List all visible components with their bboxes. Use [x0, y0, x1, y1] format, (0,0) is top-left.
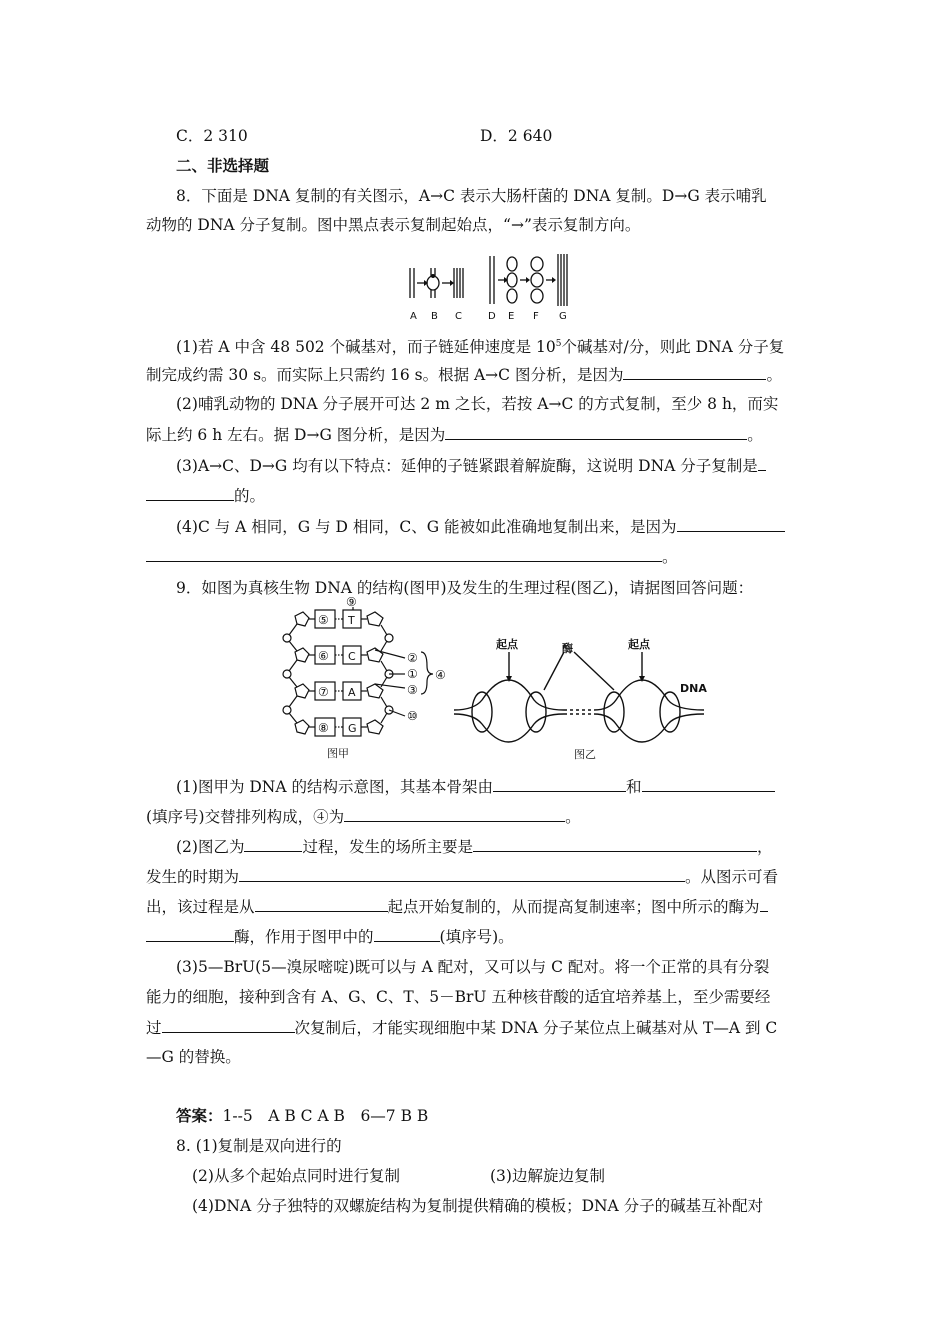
- fig-label: C: [455, 311, 462, 322]
- pointer-line: [375, 650, 405, 658]
- answer-blank[interactable]: [760, 896, 768, 912]
- answer-blank[interactable]: [623, 364, 766, 380]
- q8-p3-text: (3)A→C、D→G 均有以下特点：延伸的子链紧跟着解旋酶，这说明 DNA 分子复制是: [176, 457, 758, 475]
- q9-p2-text-b: 过程，发生的场所主要是: [302, 838, 473, 856]
- bond-line: [289, 624, 297, 635]
- deoxyribose-pentagon: [295, 684, 309, 698]
- answer-blank[interactable]: [374, 926, 440, 942]
- punct: 。: [565, 808, 581, 826]
- deoxyribose-pentagon: [295, 648, 309, 662]
- phosphate-circle: [385, 634, 393, 642]
- section-title: 二、非选择题: [176, 156, 270, 175]
- bond-line: [289, 677, 297, 687]
- answer-blank[interactable]: [255, 896, 388, 912]
- label-4: ④: [435, 668, 446, 682]
- base-letter: C: [348, 650, 356, 663]
- q8-stem-line1: 8．下面是 DNA 复制的有关图示，A→C 表示大肠杆菌的 DNA 复制。D→G 表示哺乳: [176, 187, 767, 205]
- pointer-line: [574, 652, 614, 690]
- deoxyribose-pentagon: [295, 720, 309, 734]
- q9-p3-text: 过: [146, 1019, 162, 1037]
- q9-p2-text-e: 出，该过程是从: [146, 898, 255, 916]
- bond-line: [381, 697, 387, 707]
- label-2: ②: [407, 651, 418, 665]
- q9-p1-text: (1)图甲为 DNA 的结构示意图，其基本骨架由: [176, 778, 493, 796]
- fig-label: F: [533, 311, 539, 322]
- bubble-f1: [531, 257, 543, 271]
- pointer-line: [544, 652, 564, 690]
- answer-blank[interactable]: [146, 926, 234, 942]
- q9-p2-text-g: 酶，作用于图甲中的: [234, 928, 374, 946]
- bubble-f3: [531, 289, 543, 303]
- label-3: ③: [407, 683, 418, 697]
- phosphate-circle: [283, 706, 291, 714]
- q9-p1-text-b: (填序号)交替排列构成，④为: [146, 808, 345, 826]
- answer-blank[interactable]: [677, 516, 785, 532]
- q9-part2-line2: [146, 866, 778, 887]
- punct: 。: [766, 366, 782, 384]
- bond-line: [381, 713, 387, 723]
- q8-p1-text-b: 个碱基对/分，则此 DNA 分子复: [561, 338, 785, 357]
- answer-blank[interactable]: [146, 485, 234, 501]
- arrowhead: [506, 676, 512, 682]
- enzyme-ellipse: [660, 692, 680, 732]
- fig-label: D: [488, 311, 496, 322]
- answer-blank[interactable]: [146, 546, 662, 562]
- deoxyribose-pentagon: [295, 612, 309, 626]
- bubble-f2: [531, 273, 543, 287]
- bond-line: [381, 661, 387, 671]
- dna-structure-figure: [275, 595, 455, 764]
- dna-label: DNA: [680, 682, 707, 695]
- bond-line: [381, 625, 387, 635]
- bond-line: [289, 641, 297, 651]
- q9-part3-line1: (3)5—BrU(5—溴尿嘧啶)既可以与 A 配对，又可以与 C 配对。将一个正常的具有分裂: [176, 958, 770, 976]
- dna-strand: [454, 714, 564, 742]
- enzyme-label: 酶: [562, 642, 573, 655]
- answer-blank[interactable]: [344, 806, 565, 822]
- arrowhead-ef: [526, 277, 530, 283]
- q8-part3-line2: [146, 485, 265, 506]
- q9-p1-and: 和: [626, 778, 642, 796]
- q9-part2-line4: [146, 926, 514, 947]
- answer-blank[interactable]: [162, 1017, 295, 1033]
- answer-q8-2: (2)从多个起始点同时进行复制: [192, 1167, 400, 1185]
- q9-p2-text-c: 发生的时期为: [146, 868, 240, 886]
- enzyme-ellipse: [472, 692, 492, 732]
- q8-p1-text-c: 制完成约需 30 s。而实际上只需约 16 s。根据 A→C 图分析，是因为: [146, 366, 624, 384]
- answers-label: 答案：: [176, 1106, 223, 1125]
- bubble-b: [427, 276, 439, 290]
- replication-process-figure: [454, 630, 724, 765]
- base-letter: T: [348, 614, 355, 627]
- q9-part2-line3: [146, 896, 768, 917]
- q9-stem: 9．如图为真核生物 DNA 的结构(图甲)及发生的生理过程(图乙)，请据图回答问题：: [176, 579, 754, 597]
- q8-p3-end: 的。: [234, 487, 266, 505]
- bond-line: [381, 641, 387, 651]
- q8-part3-line1: [176, 455, 766, 476]
- punct: 。: [747, 426, 763, 444]
- enzyme-ellipse: [604, 692, 624, 732]
- q8-stem-line2: 动物的 DNA 分子复制。图中黑点表示复制起始点，“→”表示复制方向。: [146, 216, 641, 234]
- q9-p3-text-b: 次复制后，才能实现细胞中某 DNA 分子某位点上碱基对从 T—A 到 C: [294, 1019, 778, 1037]
- bond-line: [289, 713, 297, 723]
- answer-blank[interactable]: [239, 866, 685, 882]
- answer-blank[interactable]: [642, 776, 775, 792]
- q8-part4-line1: [176, 516, 785, 537]
- answer-blank[interactable]: [758, 455, 766, 471]
- bond-line: [289, 696, 297, 707]
- fig-a-caption: 图甲: [327, 747, 349, 760]
- q9-part1-line2: [146, 806, 581, 827]
- q8-part1-line1: [176, 334, 784, 357]
- answer-blank[interactable]: [493, 776, 626, 792]
- label-9: ⑨: [346, 595, 357, 609]
- option-c: C．2 310: [176, 127, 248, 145]
- fig-label: G: [559, 311, 567, 322]
- punct: 。: [662, 548, 678, 566]
- num-label: ⑤: [318, 613, 329, 627]
- enzyme-ellipse: [526, 692, 546, 732]
- base-letter: A: [348, 686, 356, 699]
- answer-q8-3: (3)边解旋边复制: [490, 1167, 605, 1185]
- arrowhead: [639, 676, 645, 682]
- answer-blank[interactable]: [445, 424, 747, 440]
- q8-p1-text-a: (1)若 A 中含 48 502 个碱基对，而子链延伸速度是 10: [176, 338, 556, 357]
- q8-part1-line2: [146, 364, 782, 385]
- base-letter: G: [348, 722, 357, 735]
- answer-blank[interactable]: [473, 836, 757, 852]
- punct: ，: [756, 838, 773, 856]
- answer-q8-1: 8. (1)复制是双向进行的: [176, 1137, 342, 1155]
- origin-label-1: 起点: [496, 638, 518, 651]
- q9-part2-line1: [176, 836, 773, 857]
- q9-p2-text: (2)图乙为: [176, 838, 245, 856]
- q9-p2-text-f: 起点开始复制的，从而提高复制速率；图中所示的酶为: [387, 898, 760, 916]
- phosphate-circle: [283, 634, 291, 642]
- fig-label: A: [410, 311, 417, 322]
- label-10: ⑩: [407, 709, 418, 723]
- deoxyribose-pentagon: [367, 684, 383, 698]
- bubble-e3: [507, 289, 517, 303]
- q8-p2-text: 际上约 6 h 左右。据 D→G 图分析，是因为: [146, 426, 446, 444]
- bond-line: [289, 660, 297, 671]
- q9-p2-text-h: (填序号)。: [439, 928, 514, 946]
- bubble-e1: [507, 257, 517, 271]
- dna-replication-figure: [400, 246, 580, 324]
- answer-blank[interactable]: [244, 836, 302, 852]
- q9-part1-line1: [176, 776, 775, 797]
- answers-mc: 1--5 A B C A B 6—7 B B: [222, 1107, 429, 1125]
- q9-part3-line4: —G 的替换。: [146, 1048, 241, 1066]
- q8-part2-line1: (2)哺乳动物的 DNA 分子展开可达 2 m 之长，若按 A→C 的方式复制，至少 8 h，而实: [176, 395, 779, 413]
- bubble-e2: [507, 273, 517, 287]
- q8-p4-text: (4)C 与 A 相同，G 与 D 相同，C、G 能被如此准确地复制出来，是因为: [176, 518, 677, 536]
- q9-part3-line3: [146, 1017, 777, 1038]
- fig-b-caption: 图乙: [574, 748, 596, 761]
- option-d: D．2 640: [480, 127, 553, 145]
- answer-q8-4: (4)DNA 分子独特的双螺旋结构为复制提供精确的模板；DNA 分子的碱基互补配对: [192, 1197, 764, 1215]
- origin-dot: [431, 274, 435, 278]
- phosphate-circle: [283, 670, 291, 678]
- label-1: ①: [407, 667, 418, 681]
- q8-part2-line2: [146, 424, 763, 445]
- q9-part3-line2: 能力的细胞，接种到含有 A、G、C、T、5－BrU 五种核苷酸的适宜培养基上，至少需要经: [146, 988, 771, 1006]
- fig-label: E: [508, 311, 515, 322]
- num-label: ⑧: [318, 721, 329, 735]
- q9-p2-text-d: 。从图示可看: [685, 868, 779, 886]
- origin-label-2: 起点: [628, 638, 650, 651]
- q8-p1-sup: 5: [555, 339, 562, 349]
- deoxyribose-pentagon: [367, 612, 383, 626]
- deoxyribose-pentagon: [367, 720, 383, 734]
- fig-label: B: [431, 311, 438, 322]
- num-label: ⑥: [318, 649, 329, 663]
- dna-strand: [594, 714, 704, 742]
- q8-part4-line2: [146, 546, 678, 567]
- brace: [421, 652, 433, 694]
- answers-line: [176, 1106, 428, 1126]
- arrowhead-fg: [552, 277, 556, 283]
- num-label: ⑦: [318, 685, 329, 699]
